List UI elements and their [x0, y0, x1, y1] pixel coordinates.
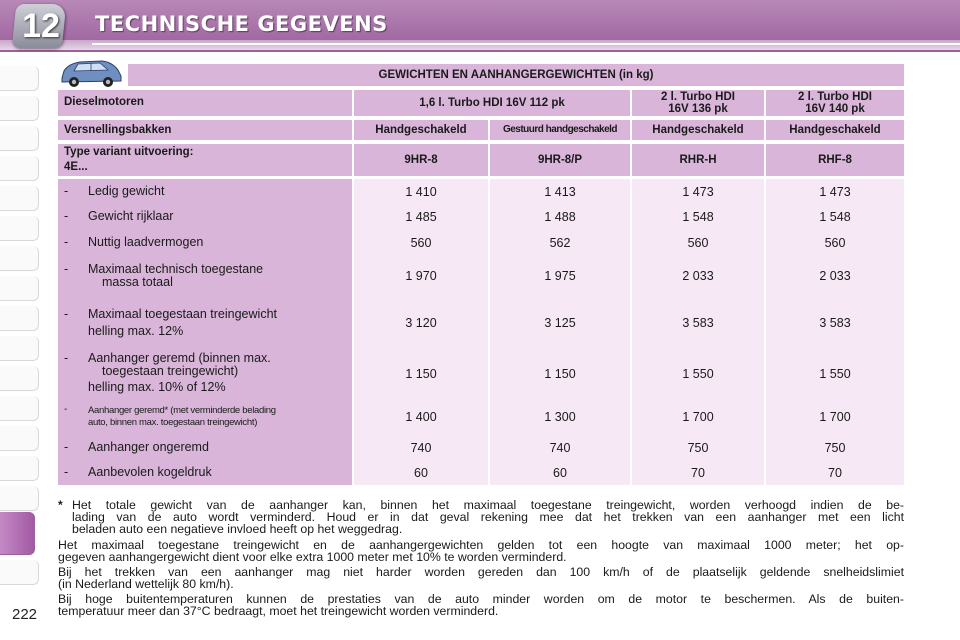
row-label: Ledig gewicht: [88, 184, 165, 198]
row-label: Maximaal technisch toegestane: [88, 262, 264, 276]
row-dash: -: [64, 351, 69, 365]
type-label: 9HR-8: [404, 154, 438, 166]
row-value: 1 700: [682, 410, 714, 424]
row-label-line3: helling max. 10% of 12%: [88, 380, 226, 394]
chapter-tab[interactable]: [0, 396, 39, 421]
row-label: Aanhanger geremd* (met verminderde belading: [88, 405, 276, 416]
row-value: 1 550: [819, 367, 851, 381]
gearbox-cell: [354, 120, 488, 140]
data-column: [490, 179, 630, 485]
car-icon: [58, 58, 124, 88]
row-value: 562: [549, 236, 571, 250]
row-dash: -: [64, 440, 69, 454]
gearbox-cell: [490, 120, 630, 140]
row-value: 750: [687, 441, 709, 455]
row-value: 1 473: [682, 185, 714, 199]
chapter-tab[interactable]: [0, 66, 39, 91]
row-dash: -: [64, 465, 69, 479]
footnote-line: Het totale gewicht van de aanhanger kan, binnen het maximaal toegestane treingewicht, worden verhoogd indien de be-: [72, 498, 904, 512]
row-value: 740: [549, 441, 571, 455]
row-label: Aanhanger ongeremd: [88, 440, 209, 454]
header-type-label-cell: [58, 144, 352, 176]
chapter-tab[interactable]: [0, 96, 39, 121]
row-value: 1 150: [405, 367, 437, 381]
row-value: 3 583: [819, 316, 851, 330]
header-type-code: 4E...: [64, 161, 88, 173]
row-value: 560: [824, 236, 846, 250]
row-dash: -: [64, 184, 69, 198]
type-cell: [490, 144, 630, 176]
row-label: Aanhanger geremd (binnen max.: [88, 351, 271, 365]
row-label-line2: helling max. 12%: [88, 324, 184, 338]
engine-label: 16V 136 pk: [668, 103, 728, 115]
chapter-tab[interactable]: [0, 560, 39, 585]
gearbox-cell: [766, 120, 904, 140]
row-value: 1 473: [819, 185, 851, 199]
header-band-shade: [0, 40, 960, 50]
row-dash: -: [64, 262, 69, 276]
row-label: Gewicht rijklaar: [88, 209, 174, 223]
engine-label: 1,6 l. Turbo HDI 16V 112 pk: [419, 97, 565, 109]
row-dash: -: [64, 404, 68, 415]
engine-label: 2 l. Turbo HDI: [798, 91, 872, 103]
page-number: 222: [12, 606, 38, 623]
chapter-tab[interactable]: [0, 456, 39, 481]
row-dash: -: [64, 307, 69, 321]
paragraph-line: Bij het trekken van een aanhanger mag niet harder worden gereden dan 100 km/h of de plaatselijk geldende snelheidslimiet: [58, 565, 904, 579]
chapter-tab[interactable]: [0, 246, 39, 271]
chapter-tab[interactable]: [0, 426, 39, 451]
row-value: 1 700: [819, 410, 851, 424]
paragraph-line: Het maximaal toegestane treingewicht en de aanhangergewichten gelden tot een hoogte van maximaal 1000 meter; het op-: [58, 538, 904, 552]
header-engine-cell: [766, 90, 904, 116]
chapter-tab[interactable]: [0, 276, 39, 301]
row-value: 70: [691, 466, 705, 480]
header-engine-label: Dieselmotoren: [64, 96, 144, 108]
row-value: 1 485: [405, 210, 437, 224]
engine-label: 2 l. Turbo HDI: [661, 91, 735, 103]
footnote-line: beladen auto een negatieve invloed heeft op het weggedrag.: [72, 522, 403, 536]
row-value: 60: [553, 466, 567, 480]
type-cell: [632, 144, 764, 176]
chapter-tab-active[interactable]: [0, 512, 35, 555]
row-value: 1 970: [405, 269, 437, 283]
row-value: 1 150: [544, 367, 576, 381]
chapter-tab[interactable]: [0, 486, 39, 511]
gearbox-label: Handgeschakeld: [375, 124, 467, 136]
row-value: 1 548: [682, 210, 714, 224]
header-type-label: Type variant uitvoering:: [64, 146, 194, 158]
row-value: 60: [414, 466, 428, 480]
footnote-star: *: [58, 498, 63, 512]
gearbox-label: Handgeschakeld: [652, 124, 744, 136]
chapter-tab[interactable]: [0, 156, 39, 181]
row-value: 3 125: [544, 316, 576, 330]
row-value: 560: [410, 236, 432, 250]
row-dash: -: [64, 235, 69, 249]
data-column: [766, 179, 904, 485]
data-column: [354, 179, 488, 485]
row-value: 1 410: [405, 185, 437, 199]
header-gearbox-label: Versnellingsbakken: [64, 124, 172, 136]
section-title: GEWICHTEN EN AANHANGERGEWICHTEN (in kg): [378, 69, 654, 81]
row-value: 1 400: [405, 410, 437, 424]
row-value: 560: [687, 236, 709, 250]
row-value: 3 120: [405, 316, 437, 330]
chapter-tab[interactable]: [0, 306, 39, 331]
gearbox-label: Handgeschakeld: [789, 124, 881, 136]
row-label: Aanbevolen kogeldruk: [88, 465, 212, 479]
row-value: 70: [828, 466, 842, 480]
type-label: 9HR-8/P: [537, 154, 583, 166]
paragraph-line: temperatuur meer dan 37°C bedraagt, moet het treingewicht worden verminderd.: [58, 604, 499, 618]
footnote-line: lading van de auto wordt verminderd. Houd er in dat geval rekening mee dat het trekken van een aanhanger met een licht: [72, 510, 904, 524]
row-label-line2: toegestaan treingewicht): [102, 364, 239, 378]
chapter-number: 12: [22, 7, 60, 45]
chapter-tab[interactable]: [0, 186, 39, 211]
row-value: 3 583: [682, 316, 714, 330]
type-cell: [354, 144, 488, 176]
header-engine-label-cell: [58, 90, 352, 116]
header-gearbox-label-cell: [58, 120, 352, 140]
gearbox-label: Gestuurd handgeschakeld: [502, 124, 618, 135]
header-engine-cell: [354, 90, 630, 116]
row-value: 1 300: [544, 410, 576, 424]
row-label-line2: auto, binnen max. toegestaan treingewicht): [88, 417, 258, 428]
paragraph-line: gegeven aanhangergewicht dient voor elke extra 1000 meter met 10% te worden verminderd.: [58, 550, 567, 564]
paragraph-line: (in Nederland wettelijk 80 km/h).: [58, 577, 234, 591]
chapter-tab[interactable]: [0, 336, 39, 361]
gearbox-cell: [632, 120, 764, 140]
row-value: 750: [824, 441, 846, 455]
paragraph-line: Bij hoge buitentemperaturen kunnen de prestaties van de auto minder worden om de motor te beschermen. Als de buiten-: [58, 592, 904, 606]
row-value: 1 488: [544, 210, 576, 224]
row-value: 1 975: [544, 269, 576, 283]
row-dash: -: [64, 209, 69, 223]
chapter-tab[interactable]: [0, 126, 39, 151]
row-label: Nuttig laadvermogen: [88, 235, 204, 249]
page-title: TECHNISCHE GEGEVENS: [95, 12, 388, 36]
type-cell: [766, 144, 904, 176]
engine-label: 16V 140 pk: [805, 103, 865, 115]
type-label: RHR-H: [679, 154, 717, 166]
row-label: Maximaal toegestaan treingewicht: [88, 307, 277, 321]
row-value: 1 548: [819, 210, 851, 224]
chapter-tab[interactable]: [0, 216, 39, 241]
section-title-bar: [128, 64, 904, 86]
row-value: 1 550: [682, 367, 714, 381]
header-engine-cell: [632, 90, 764, 116]
row-value: 1 413: [544, 185, 576, 199]
row-value: 740: [410, 441, 432, 455]
chapter-tab[interactable]: [0, 366, 39, 391]
data-column: [632, 179, 764, 485]
type-label: RHF-8: [818, 154, 852, 166]
row-value: 2 033: [682, 269, 714, 283]
row-label-line2: massa totaal: [102, 275, 173, 289]
title-rule: [92, 43, 960, 45]
row-value: 2 033: [819, 269, 851, 283]
